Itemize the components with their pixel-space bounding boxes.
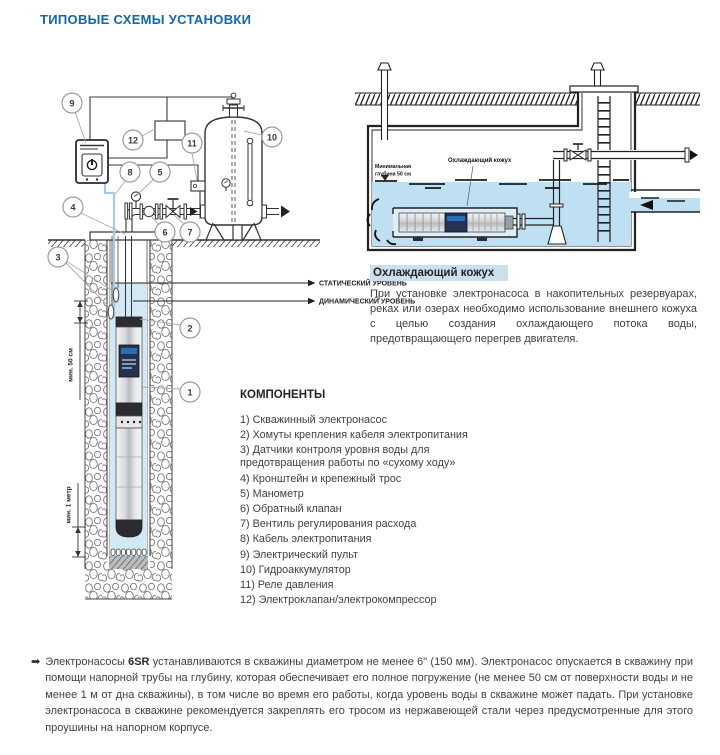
svg-text:6: 6	[162, 227, 168, 238]
arrow-bullet-icon: ➡	[31, 656, 41, 668]
footer-note-text	[45, 654, 693, 736]
svg-text:11: 11	[187, 138, 197, 149]
component-item: 1) Скважинный электронасос	[240, 414, 387, 426]
callout-8	[120, 162, 140, 182]
component-item: 10) Гидроаккумулятор	[240, 563, 351, 576]
dimension-min-1m	[66, 483, 87, 557]
component-item: 6) Обратный клапан	[240, 502, 342, 515]
footer-note	[31, 654, 693, 736]
callout-10	[262, 127, 282, 147]
svg-text:3: 3	[55, 252, 61, 263]
submersible-pump	[116, 317, 142, 537]
svg-text:12: 12	[127, 135, 139, 146]
cooling-jacket-section	[370, 263, 697, 347]
callout-4	[63, 197, 83, 217]
component-item: 8) Кабель электропитания	[240, 533, 372, 546]
component-item: 9) Электрический пульт	[240, 548, 358, 561]
svg-text:9: 9	[69, 98, 75, 109]
callout-1	[180, 382, 200, 402]
gravel-row	[111, 549, 146, 556]
inlet-channel	[629, 190, 700, 212]
callout-7	[180, 222, 200, 242]
pump-label-plate	[445, 213, 467, 232]
footer-rest: устанавливаются в скважины диаметром не менее 6" (150 мм). Электронасос опускается в скважину при помощи напорной трубы на глубину, которая обеспечивает его полное погружение (не менее 50 см от поверхности воды и не менее 1 м от дна скважины), в том числе во время его работы, когда уровень воды в скважине может падать. При установке электронасоса в скважине рекомендуется закреплять его тросом из нержавеющей стали через предусмотренные для этого проушины на напорном корпусе.	[45, 656, 694, 734]
dynamic-level-label: ДИНАМИЧЕСКИЙ УРОВЕНЬ	[319, 298, 416, 306]
vent-pipe-hatch	[591, 63, 604, 86]
component-item: 4) Кронштейн и крепежный трос	[240, 472, 402, 485]
component-item: 5) Манометр	[240, 487, 304, 500]
svg-text:5: 5	[157, 167, 163, 178]
callout-9	[62, 93, 82, 113]
tank-inlet-flange	[201, 205, 206, 218]
outflow-arrow	[690, 150, 698, 160]
pump-model: 6SR	[128, 656, 150, 668]
min-depth-label-line2: глубина 50 см	[375, 171, 411, 178]
tank-outlet	[262, 205, 290, 218]
svg-text:10: 10	[266, 132, 278, 143]
svg-text:8: 8	[127, 167, 133, 178]
reservoir-diagram	[355, 58, 700, 258]
hydroaccumulator	[201, 93, 291, 240]
svg-text:1: 1	[187, 387, 193, 398]
hatch-lid	[570, 86, 638, 92]
svg-text:7: 7	[187, 227, 193, 238]
component-item: 12) Электроклапан/электрокомпрессор	[240, 594, 437, 607]
min-1m-label: мин. 1 метр	[65, 486, 73, 524]
cooling-jacket-label: Охлаждающий кожух	[448, 158, 512, 164]
callout-3	[48, 247, 68, 267]
callout-12	[123, 130, 143, 150]
components-section	[240, 389, 510, 609]
min-depth-label-line1: Минимальная	[375, 164, 412, 170]
min-50cm-label: мин. 50 см	[67, 348, 75, 382]
pressure-switch	[191, 181, 205, 207]
callout-6	[155, 222, 175, 242]
svg-text:2: 2	[187, 323, 193, 334]
callout-11	[182, 133, 202, 153]
footer-lead: Электронасосы	[45, 656, 129, 668]
component-item: 3) Датчики контроля уровня воды для предотвращения работы по «сухому ходу»	[240, 444, 456, 470]
static-level-label: СТАТИЧЕСКИЙ УРОВЕНЬ	[319, 280, 407, 288]
component-item: 2) Хомуты крепления кабеля электропитания	[240, 429, 468, 442]
components-heading: КОМПОНЕНТЫ	[240, 389, 326, 401]
ground-surface	[355, 93, 700, 105]
component-item: 11) Реле давления	[240, 578, 334, 591]
svg-text:4: 4	[70, 202, 76, 213]
page-title: ТИПОВЫЕ СХЕМЫ УСТАНОВКИ	[40, 12, 252, 27]
horizontal-pump	[399, 213, 513, 232]
callout-2	[180, 318, 200, 338]
electrovalve-box	[155, 121, 185, 140]
callout-5	[150, 162, 170, 182]
control-panel	[76, 140, 108, 183]
cooling-section-heading: Охлаждающий кожух	[370, 265, 508, 281]
cooling-section-body: При установке электронасоса в накопительных резервуарах, реках или озерах необходимо использование внешнего кожуха с целью создания охлаждающего потока воды, предотвращающего перегрев двигателя.	[370, 288, 697, 345]
component-item: 7) Вентиль регулирования расхода	[240, 518, 417, 531]
manometer	[131, 192, 140, 208]
